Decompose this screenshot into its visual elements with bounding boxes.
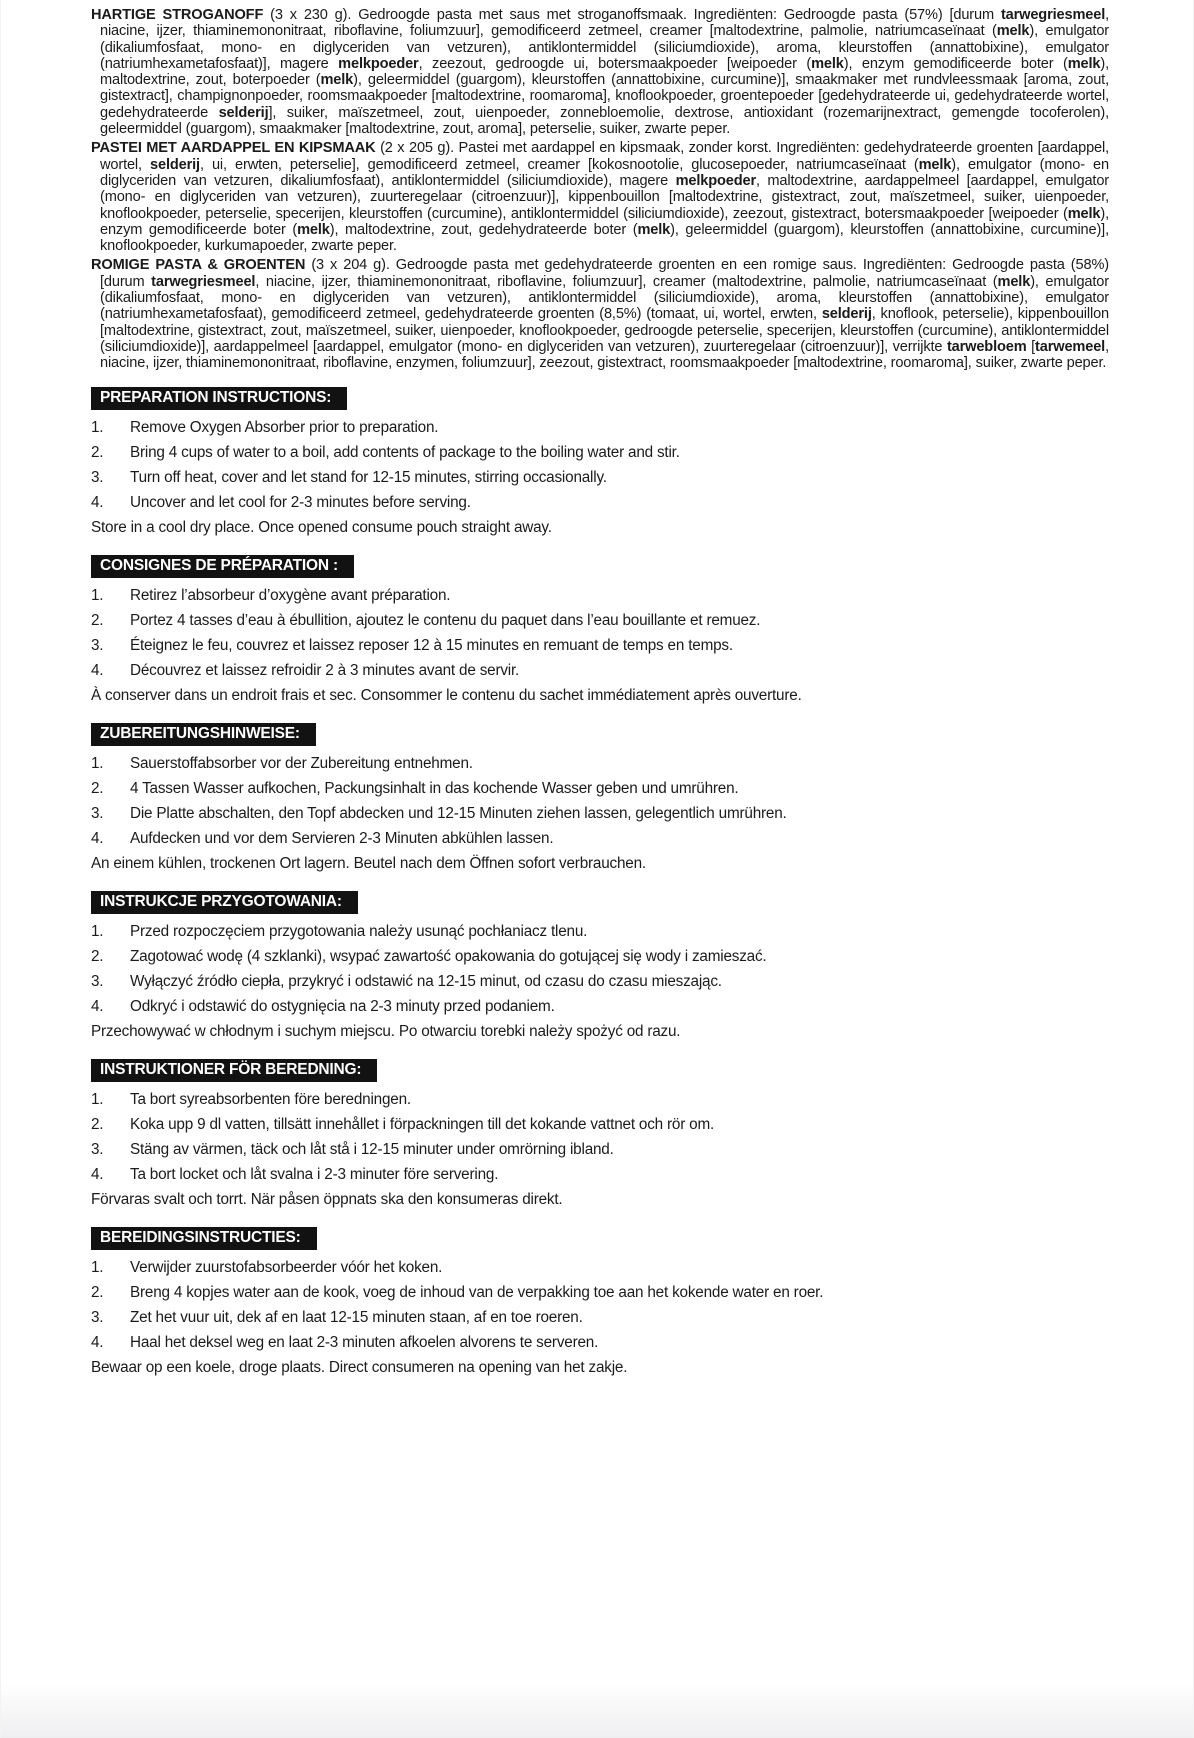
label-content (1, 0, 1193, 1380)
step-number: 3. (91, 468, 104, 486)
instruction-step (91, 944, 1109, 969)
step-text: Retirez l’absorbeur d’oxygène avant préparation. (130, 586, 451, 604)
step-text: Odkryć i odstawić do ostygnięcia na 2-3 minuty przed podaniem. (130, 997, 555, 1015)
instruction-step (91, 1087, 1109, 1112)
instruction-step (91, 608, 1109, 633)
storage-note-polish: Przechowywać w chłodnym i suchym miejscu. Po otwarciu torebki należy spożyć od razu. (91, 1022, 681, 1040)
step-number: 4. (91, 1333, 104, 1351)
step-text: Ta bort locket och låt svalna i 2-3 minuter före servering. (130, 1165, 499, 1183)
step-number: 1. (91, 1258, 104, 1276)
step-number: 2. (91, 1283, 104, 1301)
instructions-section-dutch (91, 1227, 1109, 1380)
instruction-step (91, 969, 1109, 994)
section-header-dutch: BEREIDINGSINSTRUCTIES: (91, 1227, 317, 1250)
instruction-step (91, 1255, 1109, 1280)
storage-note-dutch: Bewaar op een koele, droge plaats. Direct consumeren na opening van het zakje. (91, 1358, 628, 1376)
step-text: Aufdecken und vor dem Servieren 2-3 Minuten abkühlen lassen. (130, 829, 554, 847)
instruction-step (91, 658, 1109, 683)
step-text: 4 Tassen Wasser aufkochen, Packungsinhalt in das kochende Wasser geben und umrühren. (130, 779, 739, 797)
step-text: Sauerstoffabsorber vor der Zubereitung entnehmen. (130, 754, 473, 772)
step-text: Portez 4 tasses d’eau à ébullition, ajoutez le contenu du paquet dans l’eau bouillante et remuez. (130, 611, 761, 629)
instructions-section-french (91, 555, 1109, 708)
step-text: Breng 4 kopjes water aan de kook, voeg de inhoud van de verpakking toe aan het kokende water en roer. (130, 1283, 824, 1301)
step-number: 1. (91, 586, 104, 604)
instruction-step (91, 1137, 1109, 1162)
step-text: Découvrez et laissez refroidir 2 à 3 minutes avant de servir. (130, 661, 520, 679)
storage-note-german: An einem kühlen, trockenen Ort lagern. Beutel nach dem Öffnen sofort verbrauchen. (91, 854, 646, 872)
instruction-step (91, 633, 1109, 658)
instructions-section-english (91, 387, 1109, 540)
step-number: 1. (91, 754, 104, 772)
step-text: Przed rozpoczęciem przygotowania należy usunąć pochłaniacz tlenu. (130, 922, 588, 940)
step-text: Wyłączyć źródło ciepła, przykryć i odstawić na 12-15 minut, od czasu do czasu mieszając. (130, 972, 722, 990)
step-text: Uncover and let cool for 2-3 minutes before serving. (130, 493, 471, 511)
step-text: Verwijder zuurstofabsorbeerder vóór het koken. (130, 1258, 443, 1276)
instruction-step (91, 490, 1109, 515)
step-text: Stäng av värmen, täck och låt stå i 12-15 minuter under omrörning ibland. (130, 1140, 614, 1158)
instructions-section-german (91, 723, 1109, 876)
step-number: 1. (91, 418, 104, 436)
bottom-edge-shading (1, 1683, 1193, 1738)
section-header-english: PREPARATION INSTRUCTIONS: (91, 387, 347, 410)
instruction-step (91, 465, 1109, 490)
step-text: Zet het vuur uit, dek af en laat 12-15 minuten staan, af en toe roeren. (130, 1308, 583, 1326)
section-header-german: ZUBEREITUNGSHINWEISE: (91, 723, 316, 746)
storage-note-swedish: Förvaras svalt och torrt. När påsen öppnats ska den konsumeras direkt. (91, 1190, 563, 1208)
step-number: 4. (91, 997, 104, 1015)
step-number: 2. (91, 1115, 104, 1133)
instructions-section-polish (91, 891, 1109, 1044)
step-number: 2. (91, 611, 104, 629)
section-header-polish: INSTRUKCJE PRZYGOTOWANIA: (91, 891, 358, 914)
step-number: 4. (91, 1165, 104, 1183)
step-number: 3. (91, 972, 104, 990)
instruction-step (91, 919, 1109, 944)
instruction-step (91, 751, 1109, 776)
instruction-step (91, 776, 1109, 801)
instruction-step (91, 583, 1109, 608)
instruction-step (91, 1112, 1109, 1137)
instructions-section-swedish (91, 1059, 1109, 1212)
step-number: 4. (91, 829, 104, 847)
step-text: Bring 4 cups of water to a boil, add contents of package to the boiling water and stir. (130, 443, 680, 461)
step-number: 3. (91, 804, 104, 822)
storage-note-french: À conserver dans un endroit frais et sec. Consommer le contenu du sachet immédiatement après ouverture. (91, 686, 802, 704)
instruction-step (91, 1280, 1109, 1305)
step-number: 2. (91, 947, 104, 965)
step-text: Zagotować wodę (4 szklanki), wsypać zawartość opakowania do gotującej się wody i zamieszać. (130, 947, 767, 965)
step-number: 3. (91, 636, 104, 654)
step-number: 3. (91, 1308, 104, 1326)
section-header-french: CONSIGNES DE PRÉPARATION : (91, 555, 354, 578)
ingredient-paragraph-pastei-aardappel-kip: PASTEI MET AARDAPPEL EN KIPSMAAK (2 x 205 g). Pastei met aardappel en kipsmaak, zonder korst. Ingrediënten: gedehydrateerde groenten [aardappel, wortel, selderij, ui, erwten, peterselie], gemodificeerd zetmeel, creamer [kokosnootolie, glucosepoeder, natriumcaseïnaat (melk), emulgator (mono- en diglyceriden van vetzuren, dikaliumfosfaat), antiklontermiddel (siliciumdioxide), magere melkpoeder, maltodextrine, aardappelmeel [aardappel, emulgator (mono- en diglyceriden van vetzuren), zuurteregelaar (citroenzuur)], kippenbouillon [maltodextrine, gistextract, zout, maïszetmeel, suiker, uienpoeder, knoflookpoeder, peterselie, specerijen, kleurstoffen (curcumine), antiklontermiddel (siliciumdioxide), zeezout, gistextract, botersmaakpoeder [weipoeder (melk), enzym gemodificeerde boter (melk), maltodextrine, zout, gedehydrateerde boter (melk), geleermiddel (guargom), kleurstoffen (annattobixine, curcumine)], knoflookpoeder, kurkumapoeder, zwarte peper. (91, 140, 1110, 255)
step-number: 1. (91, 922, 104, 940)
step-text: Remove Oxygen Absorber prior to preparation. (130, 418, 439, 436)
instruction-step (91, 826, 1109, 851)
ingredient-paragraph-hartige-stroganoff: HARTIGE STROGANOFF (3 x 230 g). Gedroogde pasta met saus met stroganoffsmaak. Ingrediënten: Gedroogde pasta (57%) [durum tarwegriesmeel, niacine, ijzer, thiaminemononitraat, riboflavine, foliumzuur], gemodificeerd zetmeel, creamer [maltodextrine, palmolie, natriumcaseïnaat (melk), emulgator (dikaliumfosfaat, mono- en diglyceriden van vetzuren), antiklontermiddel (siliciumdioxide), aroma, kleurstoffen (annattobixine), emulgator (natriumhexametafosfaat)], magere melkpoeder, zeezout, gedroogde ui, botersmaakpoeder [weipoeder (melk), enzym gemodificeerde boter (melk), maltodextrine, zout, boterpoeder (melk), geleermiddel (guargom), kleurstoffen (annattobixine, curcumine)], smaakmaker met rundvleessmaak [aroma, zout, gistextract], champignonpoeder, roomsmaakpoeder [maltodextrine, roomaroma], knoflookpoeder, groentepoeder [gedehydrateerde ui, gedehydrateerde wortel, gedehydrateerde selderij], suiker, maïszetmeel, zout, uienpoeder, zonnebloemolie, dextrose, antioxidant (rozemarijnextract, gemengde tocoferolen), geleermiddel (guargom), smaakmaker [maltodextrine, zout, aroma], peterselie, suiker, zwarte peper. (91, 7, 1110, 138)
ingredient-paragraph-romige-pasta-groenten: ROMIGE PASTA & GROENTEN (3 x 204 g). Gedroogde pasta met gedehydrateerde groenten en een romige saus. Ingrediënten: Gedroogde pasta (58%) [durum tarwegriesmeel, niacine, ijzer, thiaminemononitraat, riboflavine, foliumzuur], creamer (maltodextrine, palmolie, natriumcaseïnaat (melk), emulgator (dikaliumfosfaat, mono- en diglyceriden van vetzuren), antiklontermiddel (siliciumdioxide), aroma, kleurstoffen (annattobixine), emulgator (natriumhexametafosfaat), gemodificeerd zetmeel, gedehydrateerde groenten (8,5%) (tomaat, ui, wortel, erwten, selderij, knoflook, peterselie), kippenbouillon [maltodextrine, gistextract, zout, maïszetmeel, suiker, uienpoeder, knoflookpoeder, gedroogde peterselie, specerijen, kleurstoffen (curcumine), antiklontermiddel (siliciumdioxide)], aardappelmeel [aardappel, emulgator (mono- en diglyceriden van vetzuren), zuurteregelaar (citroenzuur)], verrijkte tarwebloem [tarwemeel, niacine, ijzer, thiaminemononitraat, riboflavine, enzymen, foliumzuur], zeezout, gistextract, roomsmaakpoeder [maltodextrine, roomaroma], suiker, zwarte peper. (91, 257, 1109, 372)
instruction-step (91, 440, 1109, 465)
step-number: 3. (91, 1140, 104, 1158)
instruction-step (91, 801, 1109, 826)
step-number: 4. (91, 493, 104, 511)
storage-note-english: Store in a cool dry place. Once opened consume pouch straight away. (91, 518, 552, 536)
instruction-step (91, 1330, 1109, 1355)
step-text: Haal het deksel weg en laat 2-3 minuten afkoelen alvorens te serveren. (130, 1333, 599, 1351)
step-number: 2. (91, 443, 104, 461)
instruction-step (91, 994, 1109, 1019)
step-number: 2. (91, 779, 104, 797)
step-text: Ta bort syreabsorbenten före beredningen. (130, 1090, 411, 1108)
step-number: 4. (91, 661, 104, 679)
step-text: Koka upp 9 dl vatten, tillsätt innehållet i förpackningen till det kokande vattnet och rör om. (130, 1115, 715, 1133)
instruction-step (91, 1305, 1109, 1330)
step-number: 1. (91, 1090, 104, 1108)
instruction-step (91, 415, 1109, 440)
section-header-swedish: INSTRUKTIONER FÖR BEREDNING: (91, 1059, 377, 1082)
step-text: Éteignez le feu, couvrez et laissez reposer 12 à 15 minutes en remuant de temps en temps. (130, 636, 733, 654)
step-text: Die Platte abschalten, den Topf abdecken und 12-15 Minuten ziehen lassen, gelegentlich umrühren. (130, 804, 787, 822)
step-text: Turn off heat, cover and let stand for 12-15 minutes, stirring occasionally. (130, 468, 607, 486)
instruction-step (91, 1162, 1109, 1187)
